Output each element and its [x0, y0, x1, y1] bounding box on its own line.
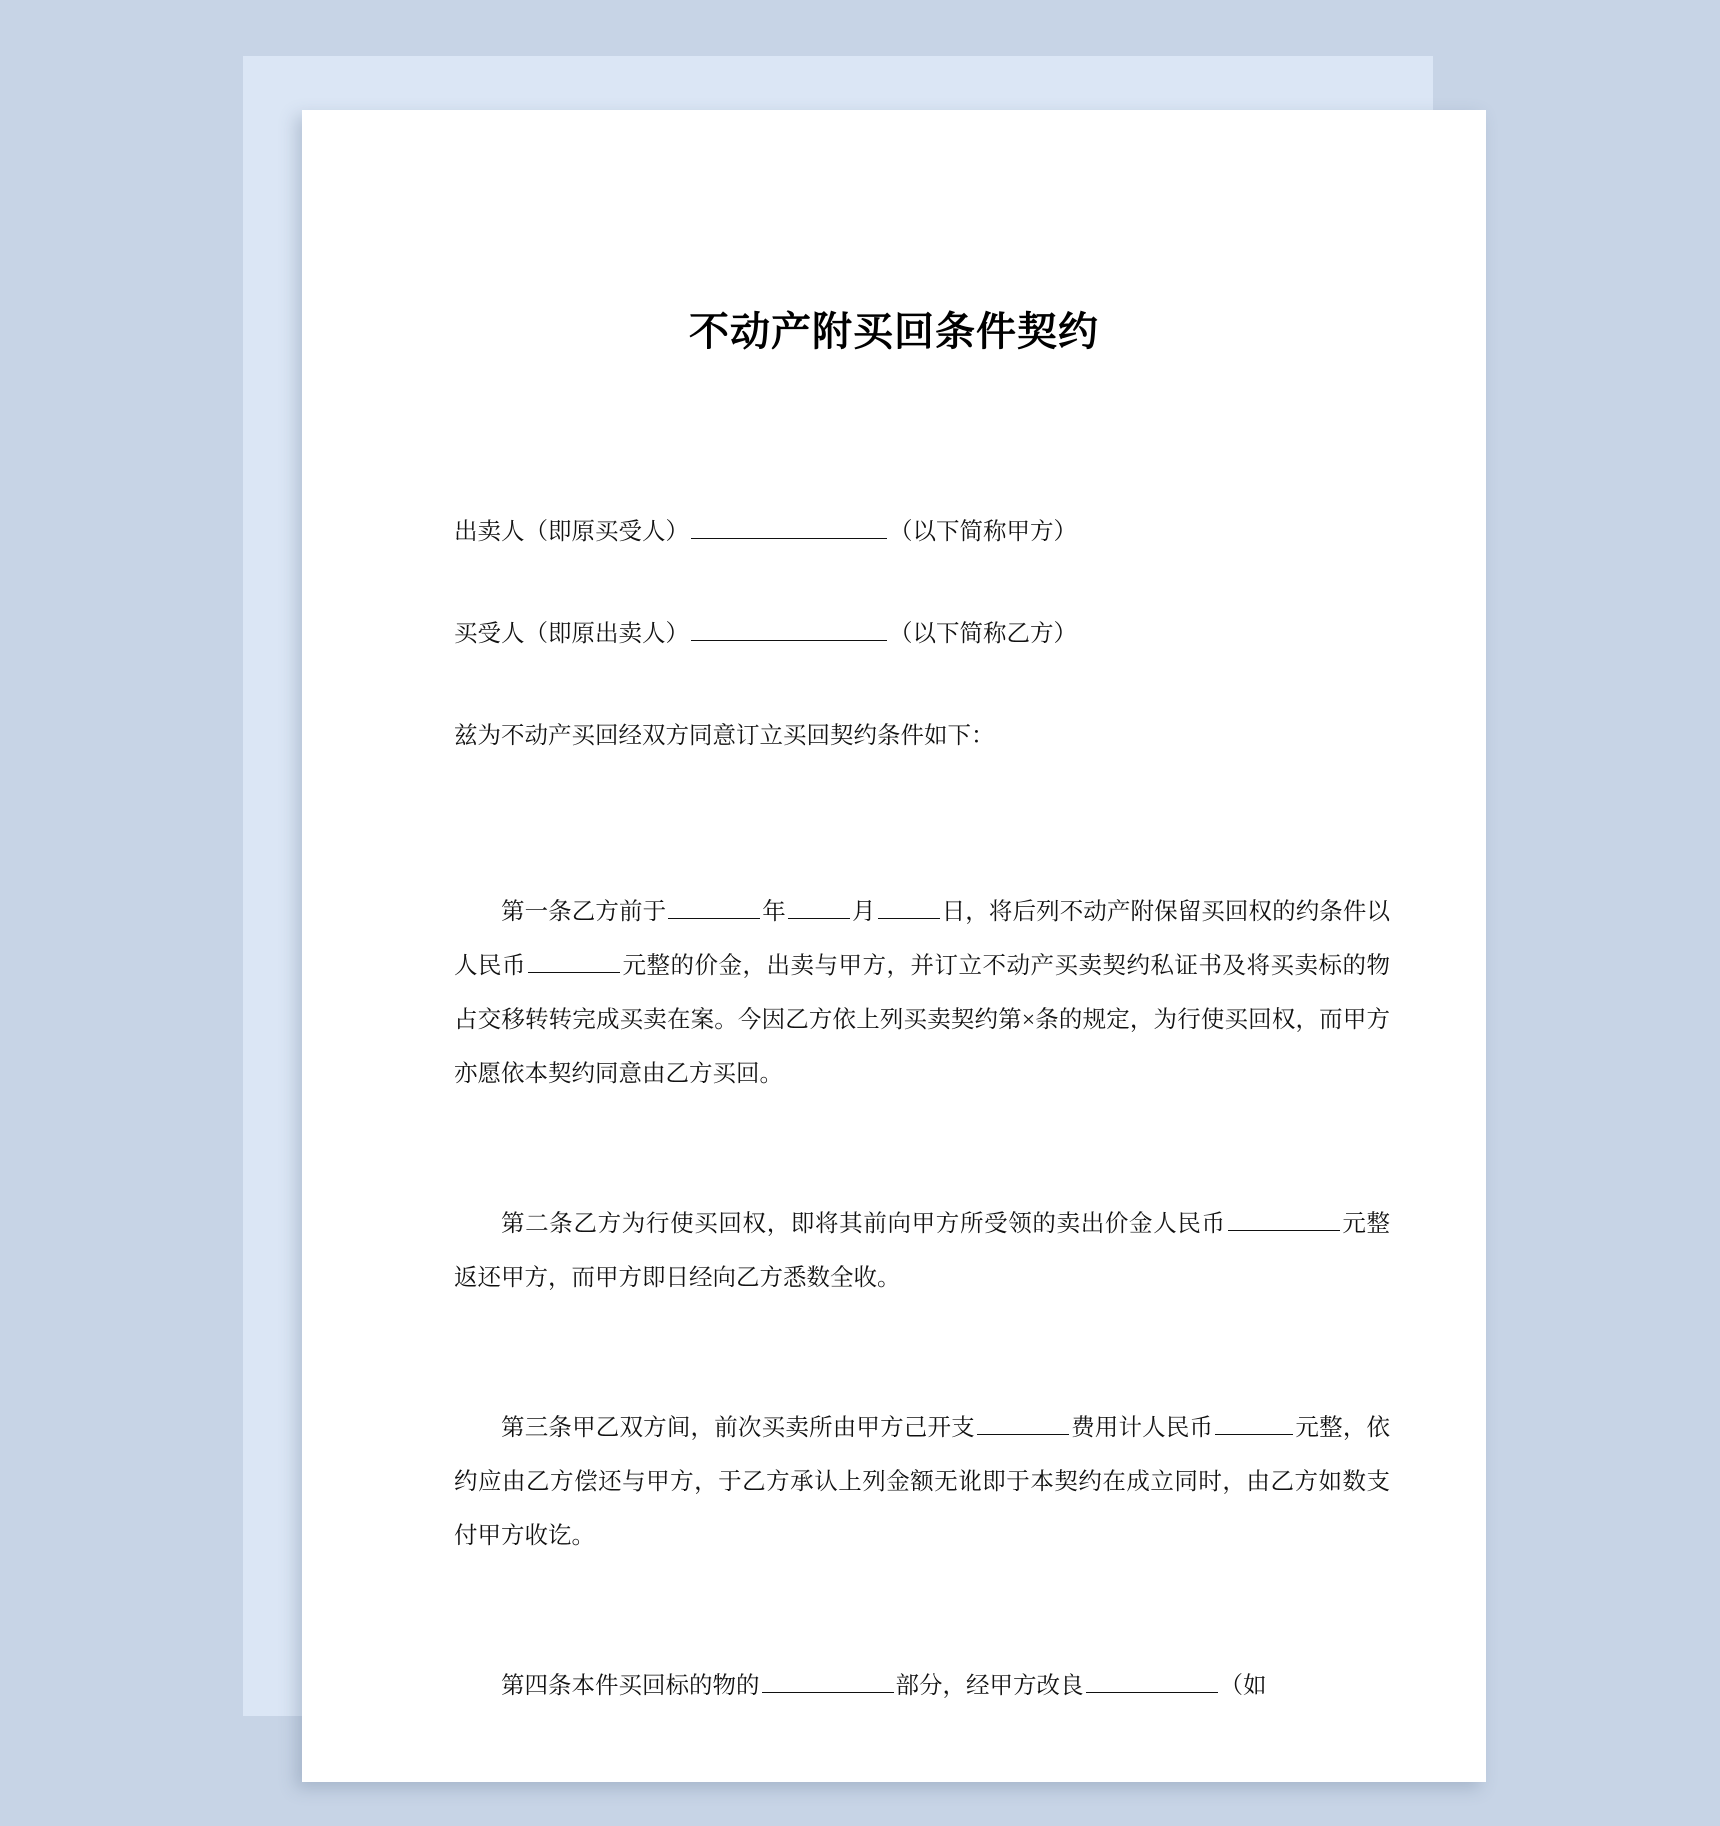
article-4-seg-2: （如 — [1219, 1673, 1267, 1699]
article-3-seg-0: 第三条甲乙双方间，前次买卖所由甲方己开支 — [501, 1415, 975, 1441]
spacer-article-1 — [454, 763, 1390, 885]
article-2-seg-1: 元整返还甲方，而甲方即日经向乙方悉数全收。 — [454, 1211, 1390, 1291]
party-seller-line — [454, 505, 1390, 559]
article-2 — [454, 1197, 1390, 1305]
party-buyer-line — [454, 607, 1390, 661]
article-3-seg-1: 费用计人民币 — [1070, 1415, 1214, 1441]
article-1 — [454, 885, 1390, 1101]
spacer-preamble — [454, 661, 1390, 709]
preamble-text: 兹为不动产买回经双方同意订立买回契约条件如下： — [454, 723, 995, 749]
party-seller-blank[interactable] — [691, 517, 887, 539]
spacer-article-2 — [454, 1101, 1390, 1197]
article-3-seg-2: 元整，依约应由乙方偿还与甲方，于乙方承认上列金额无讹即于本契约在成立同时，由乙方如数支付甲方收讫。 — [454, 1415, 1391, 1549]
article-1-seg-2: 月 — [851, 899, 876, 925]
article-1-seg-0: 第一条乙方前于 — [501, 899, 667, 925]
article-3-blank-amount[interactable] — [1215, 1413, 1293, 1435]
article-4-blank-part[interactable] — [762, 1671, 894, 1693]
article-1-blank-amount[interactable] — [528, 951, 620, 973]
party-seller-suffix: （以下简称甲方） — [889, 519, 1077, 545]
article-2-blank-amount[interactable] — [1228, 1209, 1340, 1231]
party-buyer-label: 买受人（即原出卖人） — [454, 621, 689, 647]
article-4 — [454, 1659, 1390, 1713]
document-page — [302, 110, 1486, 1782]
document-body — [302, 357, 1486, 1713]
spacer-article-4 — [454, 1563, 1390, 1659]
article-1-seg-3: 日，将后列不动产附保留买回权的约条件以人民币 — [454, 899, 1391, 979]
article-1-seg-4: 元整的价金，出卖与甲方，并订立不动产买卖契约私证书及将买卖标的物占交移转转完成买卖在案。今因乙方依上列买卖契约第×条的规定，为行使买回权，而甲方亦愿依本契约同意由乙方买回。 — [454, 953, 1390, 1087]
article-1-blank-day[interactable] — [878, 897, 940, 919]
article-3 — [454, 1401, 1390, 1563]
article-4-blank-improvement[interactable] — [1086, 1671, 1218, 1693]
article-1-blank-month[interactable] — [788, 897, 850, 919]
article-4-seg-0: 第四条本件买回标的物的 — [501, 1673, 760, 1699]
party-buyer-suffix: （以下简称乙方） — [889, 621, 1077, 647]
spacer-article-3 — [454, 1305, 1390, 1401]
party-buyer-blank[interactable] — [691, 619, 887, 641]
article-1-seg-1: 年 — [762, 899, 786, 925]
article-3-blank-expense[interactable] — [977, 1413, 1069, 1435]
party-seller-label: 出卖人（即原买受人） — [454, 519, 689, 545]
article-2-seg-0: 第二条乙方为行使买回权，即将其前向甲方所受领的卖出价金人民币 — [501, 1211, 1226, 1237]
article-1-blank-year[interactable] — [668, 897, 760, 919]
article-4-seg-1: 部分，经甲方改良 — [895, 1673, 1084, 1699]
spacer-title — [454, 357, 1390, 505]
page-title: 不动产附买回条件契约 — [689, 309, 1099, 355]
spacer-parties — [454, 559, 1390, 607]
